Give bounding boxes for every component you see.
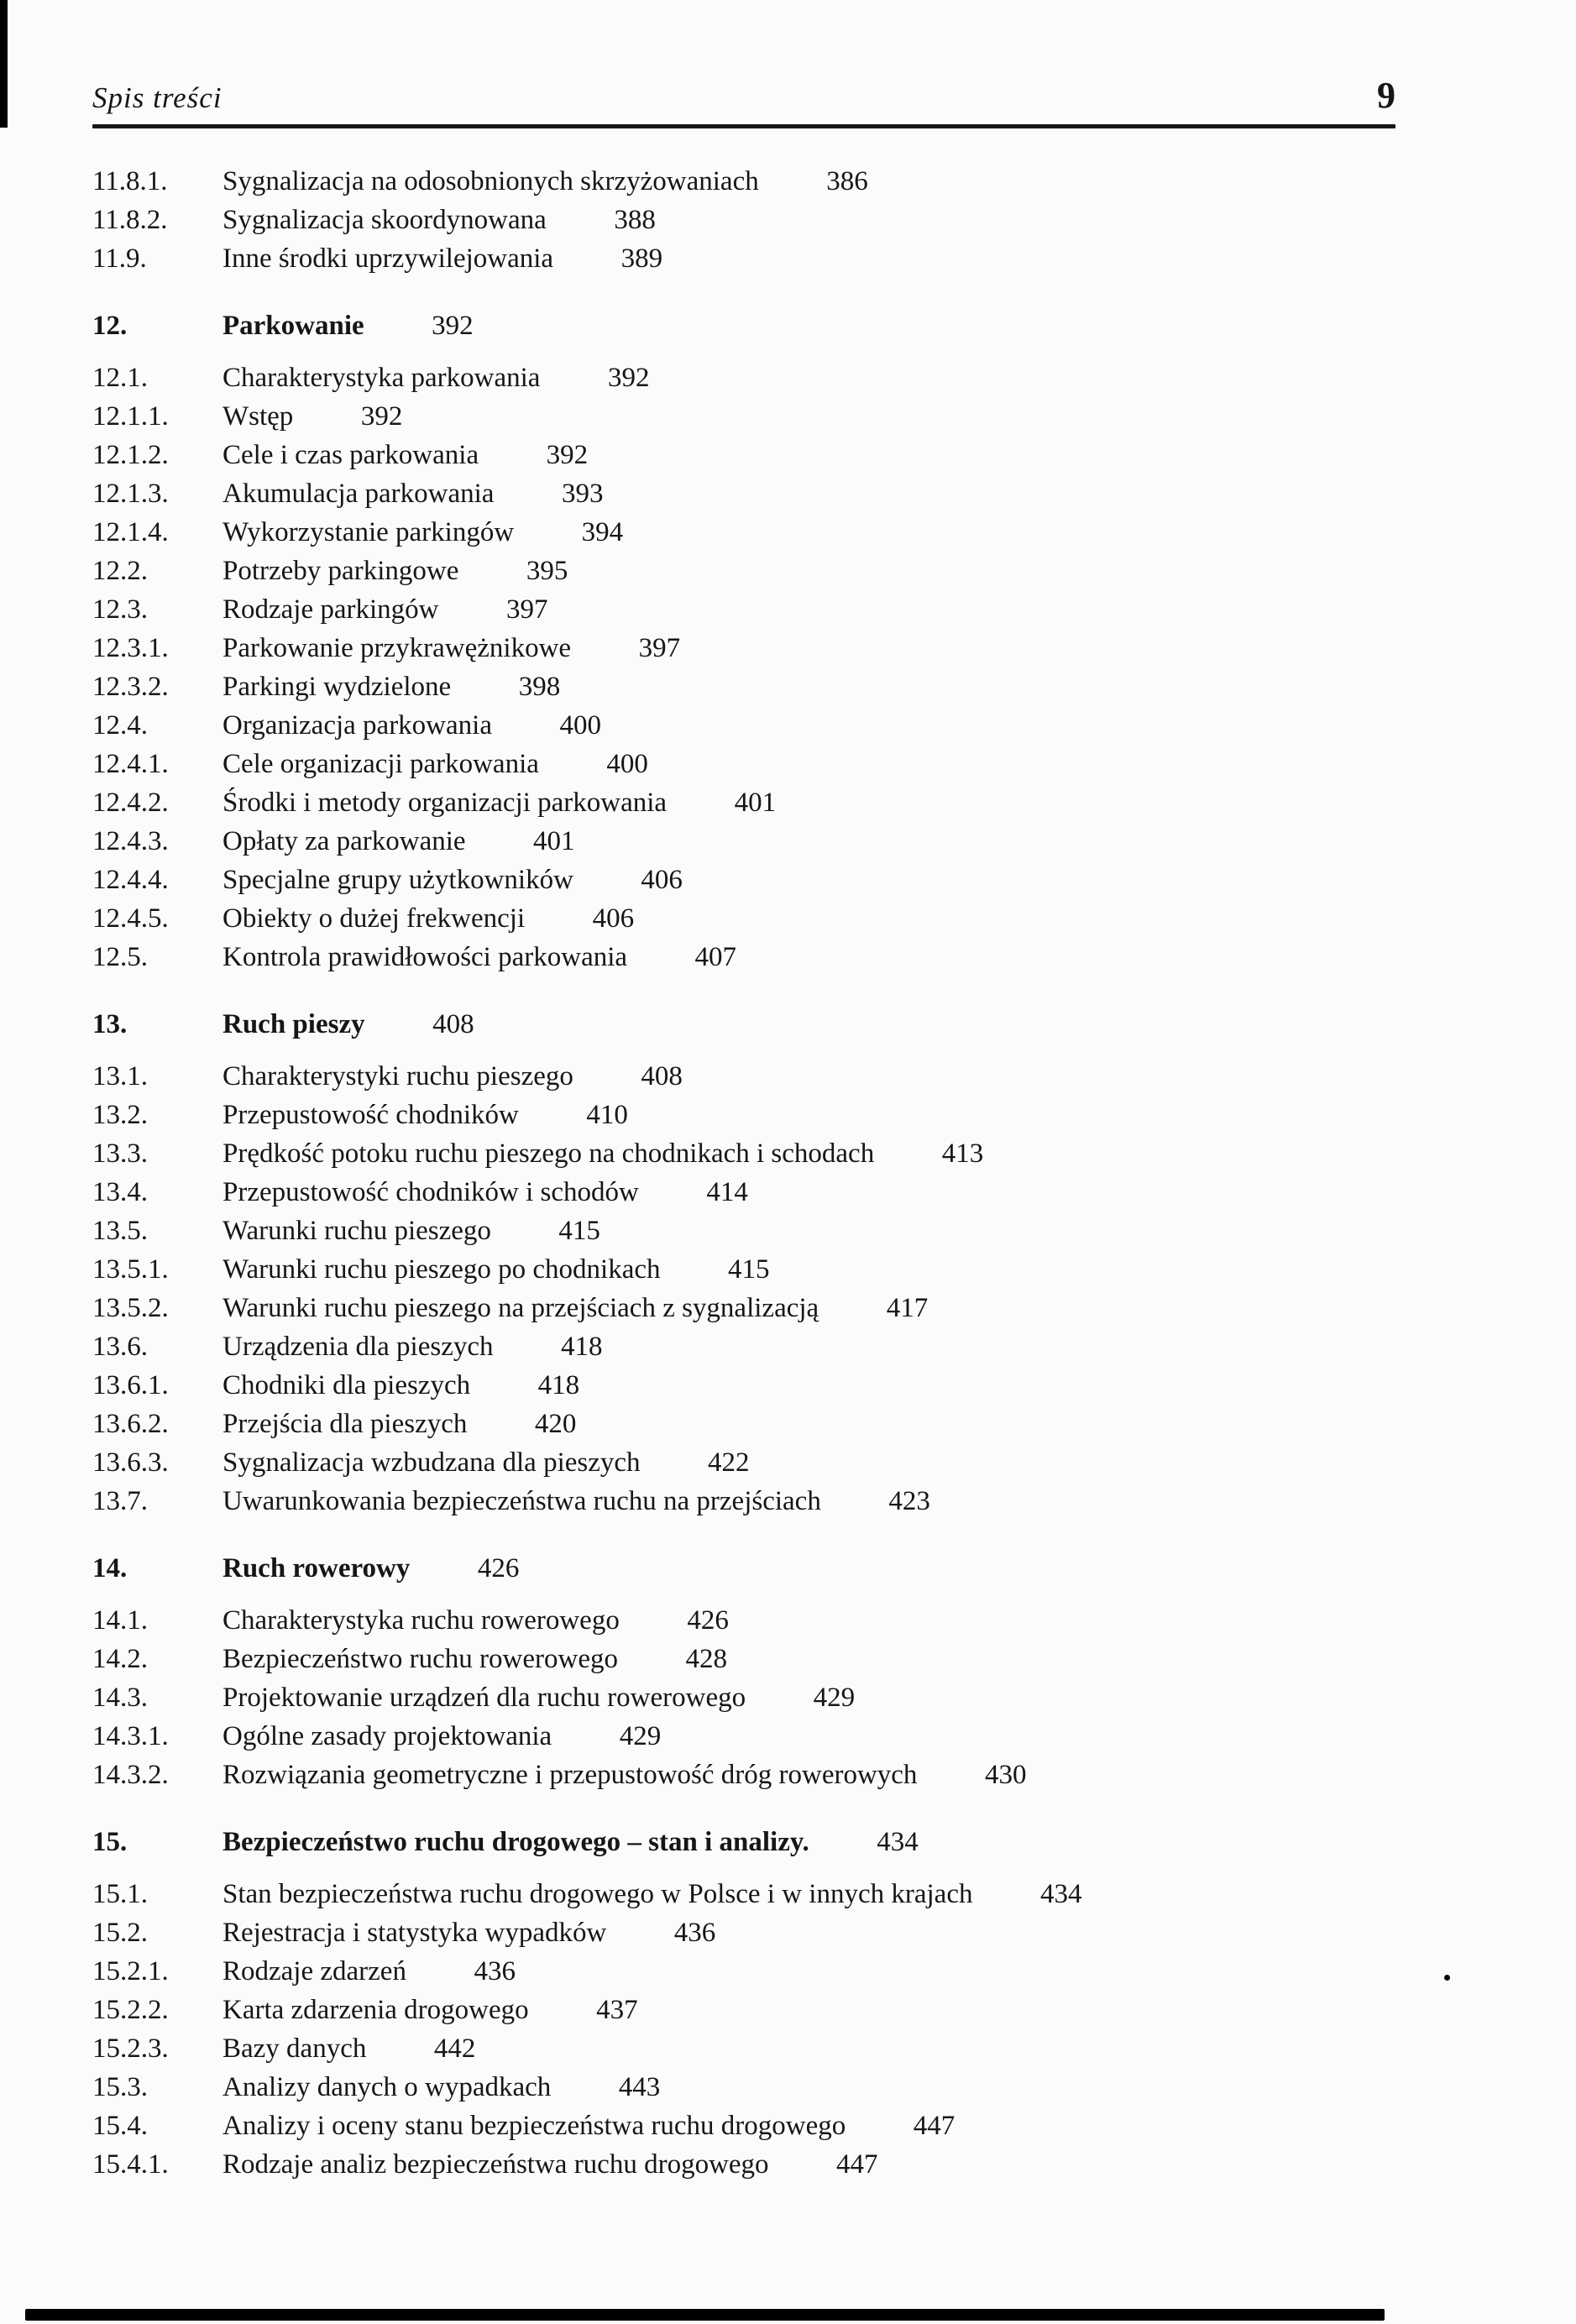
scan-artifact-stray-dot: [1444, 1975, 1450, 1981]
entry-page: 434: [1039, 1879, 1082, 1909]
toc-entry: [92, 1443, 1395, 1482]
entry-number: 15.3.: [92, 2072, 148, 2102]
toc-entry: [92, 1601, 1395, 1640]
dot-leader: [467, 552, 482, 590]
entry-number: 13.6.1.: [92, 1370, 169, 1400]
dot-leader: [560, 1717, 575, 1756]
entry-page: 400: [559, 710, 601, 741]
entry-number: 12.1.2.: [92, 440, 169, 470]
toc-entry: [92, 590, 1395, 629]
dot-leader: [459, 667, 474, 706]
entry-page: 407: [694, 942, 737, 972]
toc-entry: [92, 899, 1395, 938]
toc-entry: [92, 1405, 1395, 1443]
entry-title: Charakterystyka ruchu rowerowego: [223, 1605, 620, 1636]
toc-entry: [92, 745, 1395, 783]
entry-number: 12.5.: [92, 942, 148, 972]
entry-title: Rejestracja i statystyka wypadków: [223, 1918, 607, 1948]
toc-entry: [92, 1005, 1395, 1044]
entry-title: Parkowanie: [223, 311, 364, 341]
entry-title: Projektowanie urządzeń dla ruchu rowerowego: [223, 1683, 746, 1713]
entry-number: 13.6.3.: [92, 1447, 169, 1478]
toc-entry: [92, 1549, 1395, 1588]
toc-entry: [92, 2145, 1395, 2184]
entry-number: 12.4.2.: [92, 788, 169, 818]
dot-leader: [925, 1756, 940, 1794]
toc-entry: [92, 162, 1395, 201]
dot-leader: [527, 1096, 542, 1134]
entry-page: 426: [477, 1553, 520, 1583]
dot-leader: [500, 706, 516, 745]
dot-leader: [374, 1005, 389, 1044]
entry-page: 429: [619, 1721, 662, 1751]
entry-number: 15.2.2.: [92, 1995, 169, 2025]
entry-page: 447: [913, 2111, 956, 2141]
dot-leader: [559, 2068, 574, 2107]
entry-page: 426: [687, 1605, 729, 1636]
entry-number: 14.3.1.: [92, 1721, 169, 1751]
entry-title: Rodzaje zdarzeń: [223, 1956, 406, 1986]
entry-number: 12.4.5.: [92, 903, 169, 934]
entry-number: 12.4.: [92, 710, 148, 741]
entry-page: 430: [984, 1760, 1027, 1790]
entry-number: 13.2.: [92, 1100, 148, 1130]
entry-number: 12.3.: [92, 594, 148, 625]
entry-number: 15.1.: [92, 1879, 148, 1909]
entry-title: Warunki ruchu pieszego: [223, 1216, 491, 1246]
entry-number: 14.: [92, 1553, 128, 1583]
dot-leader: [615, 1913, 630, 1952]
entry-title: Analizy i oceny stanu bezpieczeństwa ruchu drogowego: [223, 2111, 846, 2141]
toc-entry: [92, 201, 1395, 239]
dot-leader: [582, 861, 597, 899]
entry-page: 415: [728, 1254, 770, 1285]
dot-leader: [882, 1134, 898, 1173]
entry-title: Ruch pieszy: [223, 1009, 365, 1039]
toc-entry: [92, 1134, 1395, 1173]
entry-title: Środki i metody organizacji parkowania: [223, 788, 668, 818]
entry-title: Parkowanie przykrawężnikowe: [223, 633, 572, 663]
toc-entry: [92, 1250, 1395, 1289]
entry-title: Przepustowość chodników: [223, 1100, 519, 1130]
entry-title: Uwarunkowania bezpieczeństwa ruchu na przejściach: [223, 1486, 821, 1516]
entry-page: 389: [620, 243, 663, 274]
toc-entry: [92, 1640, 1395, 1678]
dot-leader: [827, 1289, 842, 1327]
dot-leader: [533, 899, 548, 938]
dot-leader: [626, 1640, 641, 1678]
entry-page: 406: [641, 865, 683, 895]
entry-number: 12.4.4.: [92, 865, 169, 895]
toc-entry: [92, 397, 1395, 436]
entry-title: Warunki ruchu pieszego po chodnikach: [223, 1254, 661, 1285]
entry-number: 13.4.: [92, 1177, 148, 1207]
entry-page: 434: [877, 1827, 919, 1857]
entry-number: 13.5.2.: [92, 1293, 169, 1323]
toc-entry: [92, 1678, 1395, 1717]
toc-entry: [92, 1057, 1395, 1096]
dot-leader: [767, 162, 783, 201]
entry-number: 13.5.1.: [92, 1254, 169, 1285]
dot-leader: [675, 783, 690, 822]
entry-page: 393: [561, 479, 604, 509]
entry-title: Organizacja parkowania: [223, 710, 492, 741]
entry-page: 394: [581, 517, 624, 547]
entry-page: 442: [433, 2034, 476, 2064]
dot-leader: [547, 745, 563, 783]
entry-title: Stan bezpieczeństwa ruchu drogowego w Polsce i w innych krajach: [223, 1879, 973, 1909]
entry-page: 392: [546, 440, 589, 470]
entry-number: 15.4.1.: [92, 2149, 169, 2180]
entry-page: 406: [592, 903, 635, 934]
entry-number: 14.1.: [92, 1605, 148, 1636]
entry-title: Wstęp: [223, 401, 294, 432]
entry-title: Sygnalizacja na odosobnionych skrzyżowaniach: [223, 166, 759, 196]
entry-page: 397: [506, 594, 548, 625]
entry-title: Parkingi wydzielone: [223, 672, 452, 702]
dot-leader: [474, 822, 490, 861]
entry-number: 12.1.: [92, 363, 148, 393]
dot-leader: [628, 1601, 643, 1640]
entry-title: Analizy danych o wypadkach: [223, 2072, 552, 2102]
entry-number: 12.3.2.: [92, 672, 169, 702]
toc-entry: [92, 1327, 1395, 1366]
dot-leader: [754, 1678, 769, 1717]
entry-page: 429: [813, 1683, 856, 1713]
toc-entry: [92, 706, 1395, 745]
entry-title: Ruch rowerowy: [223, 1553, 411, 1583]
dot-leader: [548, 359, 563, 397]
toc-entry: [92, 359, 1395, 397]
entry-title: Bezpieczeństwo ruchu drogowego – stan i analizy.: [223, 1827, 809, 1857]
entry-title: Warunki ruchu pieszego na przejściach z sygnalizacją: [223, 1293, 819, 1323]
dot-leader: [830, 1482, 845, 1521]
entry-page: 408: [432, 1009, 474, 1039]
entry-title: Przepustowość chodników i schodów: [223, 1177, 639, 1207]
entry-number: 13.1.: [92, 1061, 148, 1091]
entry-title: Kontrola prawidłowości parkowania: [223, 942, 628, 972]
entry-page: 401: [734, 788, 777, 818]
entry-title: Charakterystyka parkowania: [223, 363, 541, 393]
entry-title: Rodzaje analiz bezpieczeństwa ruchu drogowego: [223, 2149, 769, 2180]
dot-leader: [500, 1212, 515, 1250]
dot-leader: [479, 1366, 494, 1405]
entry-title: Urządzenia dla pieszych: [223, 1332, 494, 1362]
dot-leader: [415, 1952, 430, 1991]
entry-page: 392: [607, 363, 650, 393]
entry-page: 392: [360, 401, 403, 432]
entry-title: Obiekty o dużej frekwencji: [223, 903, 526, 934]
entry-page: 410: [586, 1100, 628, 1130]
entry-page: 436: [474, 1956, 516, 1986]
entry-page: 428: [685, 1644, 727, 1674]
toc-entry: [92, 2107, 1395, 2145]
entry-title: Bazy danych: [223, 2034, 367, 2064]
dot-leader: [562, 239, 577, 278]
toc-entry: [92, 513, 1395, 552]
toc-entry: [92, 1952, 1395, 1991]
entry-number: 14.3.2.: [92, 1760, 169, 1790]
dot-leader: [582, 1057, 597, 1096]
toc-entry: [92, 1212, 1395, 1250]
toc-entry: [92, 667, 1395, 706]
entry-title: Akumulacja parkowania: [223, 479, 495, 509]
toc-entry: [92, 552, 1395, 590]
scan-artifact-left-edge: [0, 0, 8, 128]
toc-entry: [92, 306, 1395, 345]
entry-page: 443: [618, 2072, 661, 2102]
toc-entry: [92, 474, 1395, 513]
entry-number: 15.2.: [92, 1918, 148, 1948]
entry-page: 417: [886, 1293, 929, 1323]
entry-number: 11.8.1.: [92, 166, 168, 196]
toc-list: [92, 162, 1395, 2184]
dot-leader: [981, 1875, 996, 1913]
entry-page: 414: [706, 1177, 748, 1207]
entry-number: 13.5.: [92, 1216, 148, 1246]
toc-entry: [92, 1823, 1395, 1861]
dot-leader: [418, 1549, 433, 1588]
entry-number: 13.6.2.: [92, 1409, 169, 1439]
toc-entry: [92, 1366, 1395, 1405]
entry-page: 436: [673, 1918, 716, 1948]
entry-number: 15.4.: [92, 2111, 148, 2141]
toc-entry: [92, 1096, 1395, 1134]
dot-leader: [647, 1173, 662, 1212]
entry-page: 398: [518, 672, 561, 702]
entry-title: Opłaty za parkowanie: [223, 826, 466, 856]
entry-title: Sygnalizacja wzbudzana dla pieszych: [223, 1447, 641, 1478]
toc-entry: [92, 1717, 1395, 1756]
entry-title: Wykorzystanie parkingów: [223, 517, 515, 547]
header-rule: [92, 124, 1395, 128]
toc-entry: [92, 822, 1395, 861]
entry-page: 437: [596, 1995, 638, 2025]
entry-number: 12.1.3.: [92, 479, 169, 509]
toc-entry: [92, 1173, 1395, 1212]
entry-title: Sygnalizacja skoordynowana: [223, 205, 547, 235]
entry-page: 401: [533, 826, 575, 856]
entry-page: 388: [614, 205, 656, 235]
header-page-number: 9: [1377, 75, 1395, 116]
toc-entry: [92, 861, 1395, 899]
entry-title: Cele organizacji parkowania: [223, 749, 539, 779]
toc-entry: [92, 1289, 1395, 1327]
header-title: Spis treści: [92, 81, 223, 114]
entry-title: Bezpieczeństwo ruchu rowerowego: [223, 1644, 618, 1674]
entry-page: 415: [558, 1216, 600, 1246]
entry-title: Rozwiązania geometryczne i przepustowość dróg rowerowych: [223, 1760, 918, 1790]
entry-title: Chodniki dla pieszych: [223, 1370, 471, 1400]
dot-leader: [487, 436, 502, 474]
toc-entry: [92, 629, 1395, 667]
entry-page: 420: [534, 1409, 577, 1439]
page-header: [92, 74, 1395, 118]
dot-leader: [636, 938, 651, 976]
dot-leader: [374, 2029, 390, 2068]
scan-artifact-bottom-bar: [25, 2309, 1385, 2321]
entry-page: 447: [836, 2149, 878, 2180]
toc-entry: [92, 938, 1395, 976]
entry-title: Karta zdarzenia drogowego: [223, 1995, 529, 2025]
entry-number: 13.7.: [92, 1486, 148, 1516]
entry-number: 13.6.: [92, 1332, 148, 1362]
entry-page: 418: [537, 1370, 580, 1400]
toc-entry: [92, 2068, 1395, 2107]
entry-number: 12.4.1.: [92, 749, 169, 779]
dot-leader: [475, 1405, 490, 1443]
toc-entry: [92, 1875, 1395, 1913]
dot-leader: [448, 590, 463, 629]
dot-leader: [555, 201, 570, 239]
dot-leader: [818, 1823, 833, 1861]
dot-leader: [537, 1991, 552, 2029]
entry-number: 12.4.3.: [92, 826, 169, 856]
toc-entry: [92, 783, 1395, 822]
entry-number: 13.: [92, 1009, 128, 1039]
entry-page: 418: [561, 1332, 603, 1362]
entry-page: 423: [888, 1486, 930, 1516]
entry-title: Specjalne grupy użytkowników: [223, 865, 573, 895]
entry-number: 13.3.: [92, 1138, 148, 1169]
dot-leader: [373, 306, 388, 345]
dot-leader: [502, 1327, 517, 1366]
toc-entry: [92, 239, 1395, 278]
entry-title: Prędkość potoku ruchu pieszego na chodnikach i schodach: [223, 1138, 875, 1169]
dot-leader: [854, 2107, 869, 2145]
dot-leader: [301, 397, 317, 436]
entry-number: 12.3.1.: [92, 633, 169, 663]
entry-number: 11.9.: [92, 243, 147, 274]
entry-page: 408: [641, 1061, 683, 1091]
dot-leader: [522, 513, 537, 552]
entry-number: 15.2.1.: [92, 1956, 169, 1986]
entry-title: Potrzeby parkingowe: [223, 556, 459, 586]
entry-number: 14.3.: [92, 1683, 148, 1713]
toc-entry: [92, 2029, 1395, 2068]
dot-leader: [579, 629, 594, 667]
dot-leader: [669, 1250, 684, 1289]
toc-entry: [92, 436, 1395, 474]
entry-number: 15.: [92, 1827, 128, 1857]
entry-page: 422: [708, 1447, 750, 1478]
entry-page: 397: [638, 633, 681, 663]
entry-number: 12.1.4.: [92, 517, 169, 547]
entry-number: 11.8.2.: [92, 205, 168, 235]
dot-leader: [778, 2145, 793, 2184]
entry-title: Charakterystyki ruchu pieszego: [223, 1061, 573, 1091]
entry-title: Rodzaje parkingów: [223, 594, 439, 625]
entry-page: 413: [941, 1138, 984, 1169]
entry-page: 386: [826, 166, 868, 196]
toc-entry: [92, 1913, 1395, 1952]
entry-page: 395: [526, 556, 568, 586]
entry-title: Ogólne zasady projektowania: [223, 1721, 552, 1751]
entry-page: 400: [606, 749, 648, 779]
entry-page: 392: [432, 311, 474, 341]
entry-number: 14.2.: [92, 1644, 148, 1674]
toc-entry: [92, 1756, 1395, 1794]
dot-leader: [649, 1443, 664, 1482]
toc-entry: [92, 1991, 1395, 2029]
entry-title: Cele i czas parkowania: [223, 440, 479, 470]
toc-entry: [92, 1482, 1395, 1521]
entry-number: 12.2.: [92, 556, 148, 586]
entry-title: Inne środki uprzywilejowania: [223, 243, 554, 274]
entry-number: 12.: [92, 311, 128, 341]
entry-title: Przejścia dla pieszych: [223, 1409, 468, 1439]
entry-number: 12.1.1.: [92, 401, 169, 432]
entry-number: 15.2.3.: [92, 2034, 169, 2064]
dot-leader: [502, 474, 517, 513]
